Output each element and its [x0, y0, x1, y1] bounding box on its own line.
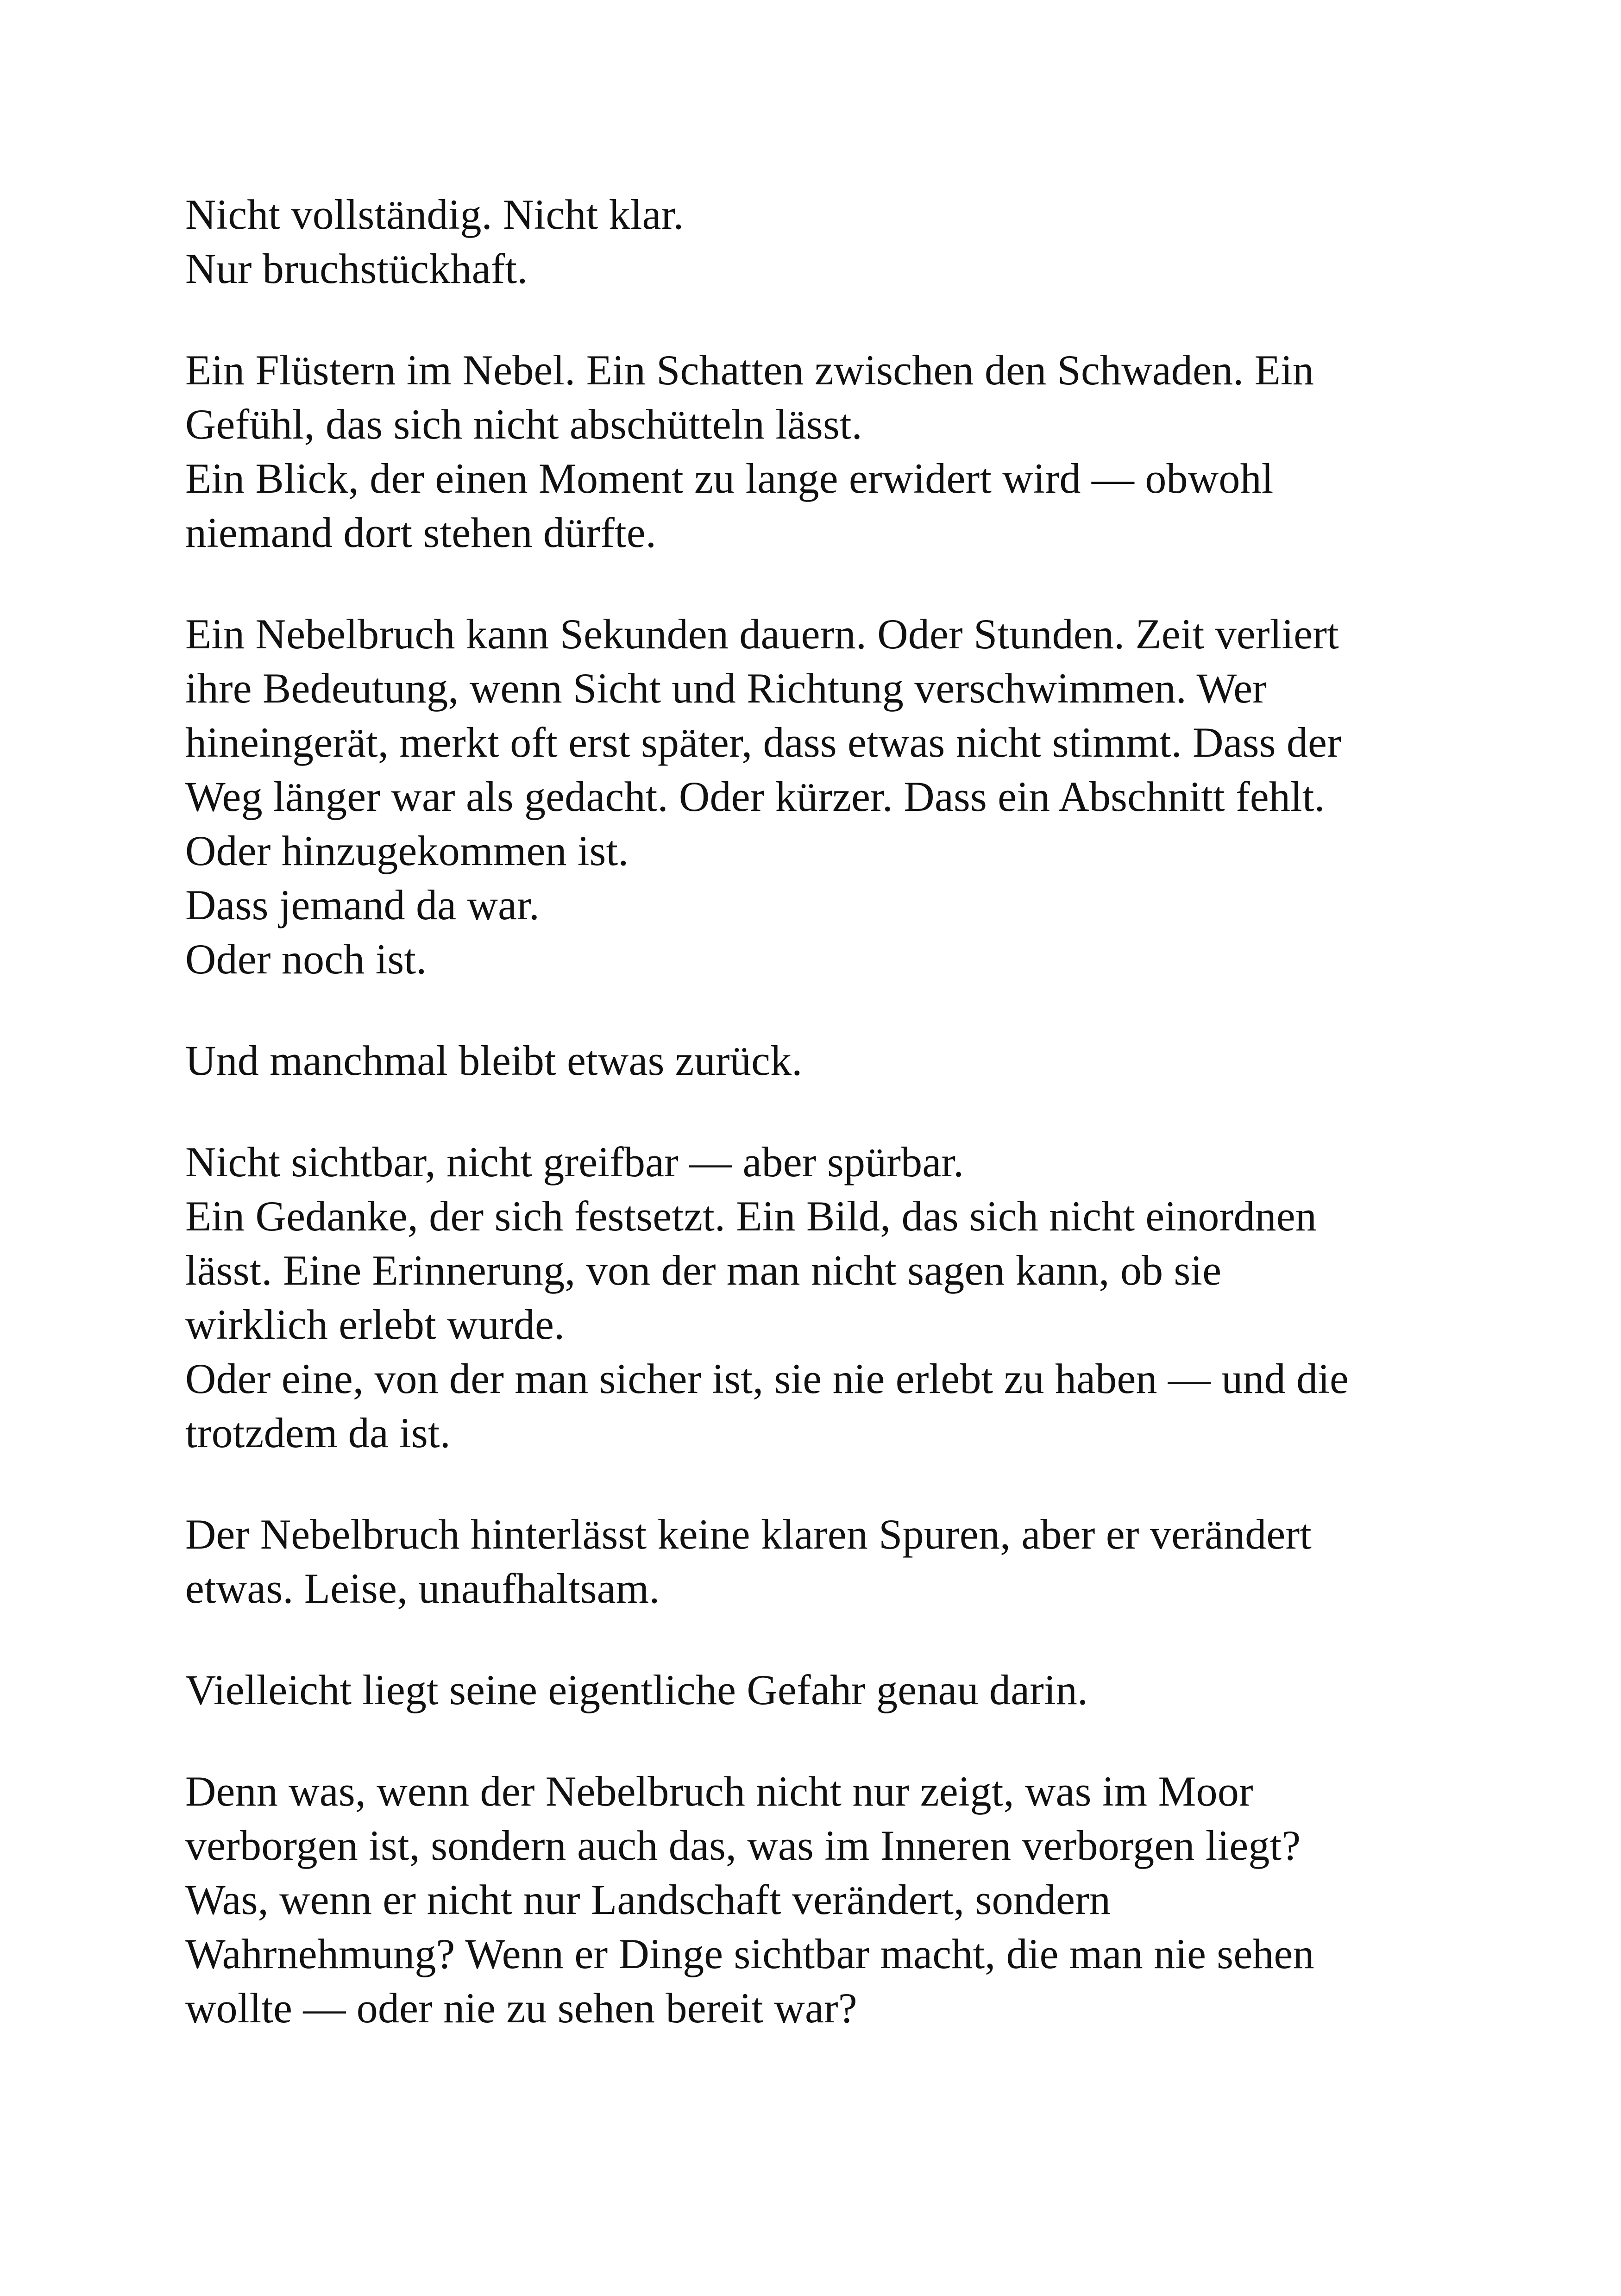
text-line: hineingerät, merkt oft erst später, dass etwas nicht stimmt. Dass der [185, 719, 1342, 766]
text-line: ihre Bedeutung, wenn Sicht und Richtung verschwimmen. Wer [185, 665, 1267, 712]
text-line: Nicht sichtbar, nicht greifbar — aber spürbar. [185, 1138, 964, 1186]
document-text-body [185, 188, 1464, 2035]
paragraph-2 [185, 343, 1464, 560]
paragraph-1 [185, 188, 1464, 296]
paragraph-6 [185, 1507, 1464, 1616]
paragraph-5 [185, 1135, 1464, 1460]
text-line: Nicht vollständig. Nicht klar. [185, 191, 684, 238]
text-line: wirklich erlebt wurde. [185, 1301, 565, 1348]
text-line: lässt. Eine Erinnerung, von der man nicht sagen kann, ob sie [185, 1247, 1222, 1294]
text-line: verborgen ist, sondern auch das, was im Inneren verborgen liegt? [185, 1822, 1301, 1869]
text-line: Denn was, wenn der Nebelbruch nicht nur zeigt, was im Moor [185, 1768, 1253, 1815]
text-line: Oder hinzugekommen ist. [185, 827, 629, 874]
paragraph-3 [185, 607, 1464, 986]
text-line: Wahrnehmung? Wenn er Dinge sichtbar macht, die man nie sehen [185, 1930, 1314, 1977]
text-line: Dass jemand da war. [185, 881, 540, 928]
paragraph-7 [185, 1663, 1464, 1717]
text-line: niemand dort stehen dürfte. [185, 509, 657, 556]
text-line: Oder eine, von der man sicher ist, sie nie erlebt zu haben — und die [185, 1355, 1349, 1402]
text-line: Was, wenn er nicht nur Landschaft verändert, sondern [185, 1876, 1111, 1923]
text-line: Gefühl, das sich nicht abschütteln lässt. [185, 401, 863, 448]
text-line: Weg länger war als gedacht. Oder kürzer. Dass ein Abschnitt fehlt. [185, 773, 1325, 820]
text-line: Ein Flüstern im Nebel. Ein Schatten zwischen den Schwaden. Ein [185, 346, 1314, 394]
text-line: Nur bruchstückhaft. [185, 245, 528, 292]
text-line: Vielleicht liegt seine eigentliche Gefahr genau darin. [185, 1666, 1088, 1713]
text-line: Ein Gedanke, der sich festsetzt. Ein Bild, das sich nicht einordnen [185, 1192, 1317, 1240]
text-line: Oder noch ist. [185, 935, 427, 983]
text-line: etwas. Leise, unaufhaltsam. [185, 1565, 660, 1612]
text-line: trotzdem da ist. [185, 1409, 451, 1456]
text-line: Ein Blick, der einen Moment zu lange erwidert wird — obwohl [185, 455, 1274, 502]
paragraph-8 [185, 1764, 1464, 2035]
text-line: Der Nebelbruch hinterlässt keine klaren Spuren, aber er verändert [185, 1511, 1312, 1558]
text-line: Ein Nebelbruch kann Sekunden dauern. Oder Stunden. Zeit verliert [185, 610, 1339, 658]
paragraph-4 [185, 1034, 1464, 1088]
text-line: wollte — oder nie zu sehen bereit war? [185, 1984, 857, 2032]
text-line: Und manchmal bleibt etwas zurück. [185, 1037, 803, 1084]
